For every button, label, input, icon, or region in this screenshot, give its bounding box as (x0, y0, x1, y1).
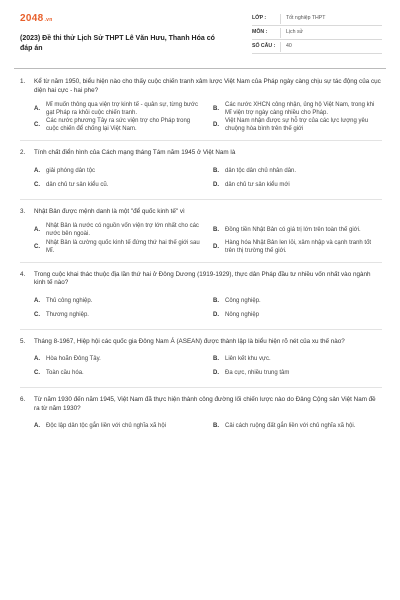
question-6 (20, 396, 382, 433)
meta-value: Tốt nghiệp THPT (286, 14, 326, 21)
option-letter: D. (213, 370, 219, 377)
option-text: Đa cực, nhiều trung tâm (225, 370, 290, 377)
meta-divider (280, 42, 281, 52)
option-a[interactable] (34, 352, 203, 366)
options (34, 101, 382, 133)
option-letter: C. (34, 181, 40, 188)
question-number: 2. (20, 149, 26, 157)
options (34, 222, 382, 254)
option-text: dân chủ tư sản kiểu mới (225, 181, 290, 188)
question-4 (20, 271, 382, 322)
option-a[interactable] (34, 294, 203, 308)
question-number: 6. (20, 396, 26, 404)
option-b[interactable] (213, 164, 382, 178)
option-letter: D. (213, 311, 219, 318)
logo-suffix: .vn (44, 17, 53, 23)
meta-value: Lịch sử (286, 28, 304, 35)
question-number: 3. (20, 207, 26, 215)
question-divider (20, 140, 382, 141)
option-a[interactable] (34, 222, 203, 238)
option-text: giải phóng dân tộc (46, 167, 96, 174)
option-text: dân tộc dân chủ nhân dân. (225, 167, 297, 174)
option-c[interactable] (34, 239, 203, 255)
meta-row-class (252, 12, 382, 26)
meta-divider (280, 14, 281, 24)
option-letter: C. (34, 122, 40, 129)
option-d[interactable] (213, 239, 382, 255)
option-letter: A. (34, 167, 40, 174)
option-c[interactable] (34, 178, 203, 192)
option-letter: B. (213, 423, 219, 430)
option-text: Cải cách ruộng đất gắn liền với chủ nghĩa xã hội. (225, 423, 356, 430)
question-text: Từ năm 1930 đến năm 1945, Việt Nam đã thực hiện thành công đường lối chiến lược nào do Đảng Cộng sản Việt Nam đề ra từ năm 1930? (34, 396, 376, 412)
option-letter: A. (34, 356, 40, 363)
option-letter: A. (34, 227, 40, 234)
option-text: Các nước phương Tây ra sức viện trợ cho Pháp trong cuộc chiến để chống lại Việt Nam. (46, 118, 191, 133)
option-b[interactable] (213, 419, 382, 433)
option-letter: D. (213, 122, 219, 129)
option-b[interactable] (213, 294, 382, 308)
question-text: Tính chất điển hình của Cách mạng tháng Tám năm 1945 ở Việt Nam là (34, 149, 236, 157)
meta-label: LỚP : (252, 14, 267, 21)
question-text: Kể từ năm 1950, biểu hiện nào cho thấy cuộc chiến tranh xâm lược Việt Nam của Pháp ngày càng chịu sự tác động của cục diện hai cực - hai phe? (34, 78, 381, 94)
options (34, 294, 382, 322)
question-5 (20, 338, 382, 381)
meta-label: MÔN : (252, 28, 268, 35)
site-logo[interactable] (20, 12, 53, 26)
question-divider (20, 199, 382, 200)
options (34, 419, 382, 433)
option-a[interactable] (34, 164, 203, 178)
option-letter: C. (34, 370, 40, 377)
question-divider (20, 387, 382, 388)
exam-title: (2023) Đề thi thử Lịch Sử THPT Lê Văn Hưu, Thanh Hóa có đáp án (20, 35, 215, 52)
question-divider (20, 262, 382, 263)
option-text: Thủ công nghiệp. (46, 297, 93, 304)
meta-label: SỐ CÂU : (252, 42, 276, 49)
question-text: Tháng 8-1967, Hiệp hội các quốc gia Đông Nam Á (ASEAN) được thành lập là biểu hiện rõ nét của xu thế nào? (34, 337, 345, 345)
exam-meta (252, 12, 382, 54)
option-letter: D. (213, 243, 219, 250)
option-letter: B. (213, 167, 219, 174)
header-divider (14, 68, 386, 69)
question-text: Nhật Bản được mệnh danh là một "để quốc kinh tế" vì (34, 207, 185, 215)
option-letter: B. (213, 227, 219, 234)
option-letter: B. (213, 106, 219, 113)
meta-row-count (252, 40, 382, 54)
option-text: Hòa hoãn Đông Tây. (46, 356, 101, 363)
question-3 (20, 208, 382, 255)
option-d[interactable] (213, 366, 382, 380)
option-text: Công nghiệp. (225, 297, 261, 304)
option-text: Độc lập dân tộc gắn liền với chủ nghĩa xã hội (46, 423, 167, 430)
header (20, 12, 382, 72)
option-d[interactable] (213, 178, 382, 192)
question-1 (20, 78, 382, 133)
option-text: Nhật Bản là cường quốc kinh tế đứng thứ hai thế giới sau Mĩ. (46, 239, 200, 254)
option-text: Các nước XHCN công nhận, ủng hộ Việt Nam, trong khi Mĩ viện trợ ngày càng nhiều cho Pháp. (225, 102, 375, 117)
option-text: Việt Nam nhận được sự hỗ trợ của các lực lượng yêu chuộng hòa bình trên thế giới (225, 118, 369, 133)
question-list (20, 78, 382, 433)
meta-row-subject (252, 26, 382, 40)
option-c[interactable] (34, 366, 203, 380)
option-a[interactable] (34, 101, 203, 117)
option-text: Đồng tiền Nhật Bản có giá trị lớn trên toàn thế giới. (225, 227, 361, 234)
question-number: 5. (20, 337, 26, 345)
option-text: Thương nghiệp. (46, 311, 89, 318)
option-text: Nông nghiệp (225, 311, 260, 318)
option-text: Toàn cầu hóa. (46, 370, 84, 377)
option-c[interactable] (34, 117, 203, 133)
option-d[interactable] (213, 308, 382, 322)
options (34, 352, 382, 380)
option-text: Nhật Bản là nước có nguồn vốn viện trợ lớn nhất cho các nước bên ngoài. (46, 223, 199, 238)
meta-value: 40 (286, 42, 292, 49)
option-b[interactable] (213, 101, 382, 117)
option-letter: C. (34, 311, 40, 318)
question-text: Trong cuộc khai thác thuộc địa lần thứ hai ở Đông Dương (1919-1929), thực dân Pháp đầu tư nhiều vốn nhất vào ngành kinh tế nào? (34, 270, 371, 287)
option-letter: B. (213, 297, 219, 304)
option-letter: B. (213, 356, 219, 363)
meta-divider (280, 28, 281, 38)
option-text: Hàng hóa Nhật Bản len lỏi, xâm nhập và cạnh tranh tốt trên thị trường thế giới. (225, 239, 372, 254)
question-number: 4. (20, 270, 26, 278)
option-letter: C. (34, 243, 40, 250)
option-b[interactable] (213, 222, 382, 238)
option-b[interactable] (213, 352, 382, 366)
option-text: Liên kết khu vực. (225, 356, 271, 363)
option-letter: A. (34, 297, 40, 304)
question-divider (20, 329, 382, 330)
option-d[interactable] (213, 117, 382, 133)
option-c[interactable] (34, 308, 203, 322)
options (34, 164, 382, 192)
option-letter: A. (34, 106, 40, 113)
option-letter: A. (34, 423, 40, 430)
option-letter: D. (213, 181, 219, 188)
question-number: 1. (20, 78, 26, 85)
question-2 (20, 149, 382, 192)
option-text: dân chủ tư sản kiểu cũ. (46, 181, 109, 188)
option-a[interactable] (34, 419, 203, 433)
option-text: Mĩ muốn thông qua viện trợ kinh tế - quân sự, từng bước gạt Pháp ra khỏi cuộc chiến tranh. (46, 102, 198, 117)
logo-text: 2048 (20, 13, 44, 24)
